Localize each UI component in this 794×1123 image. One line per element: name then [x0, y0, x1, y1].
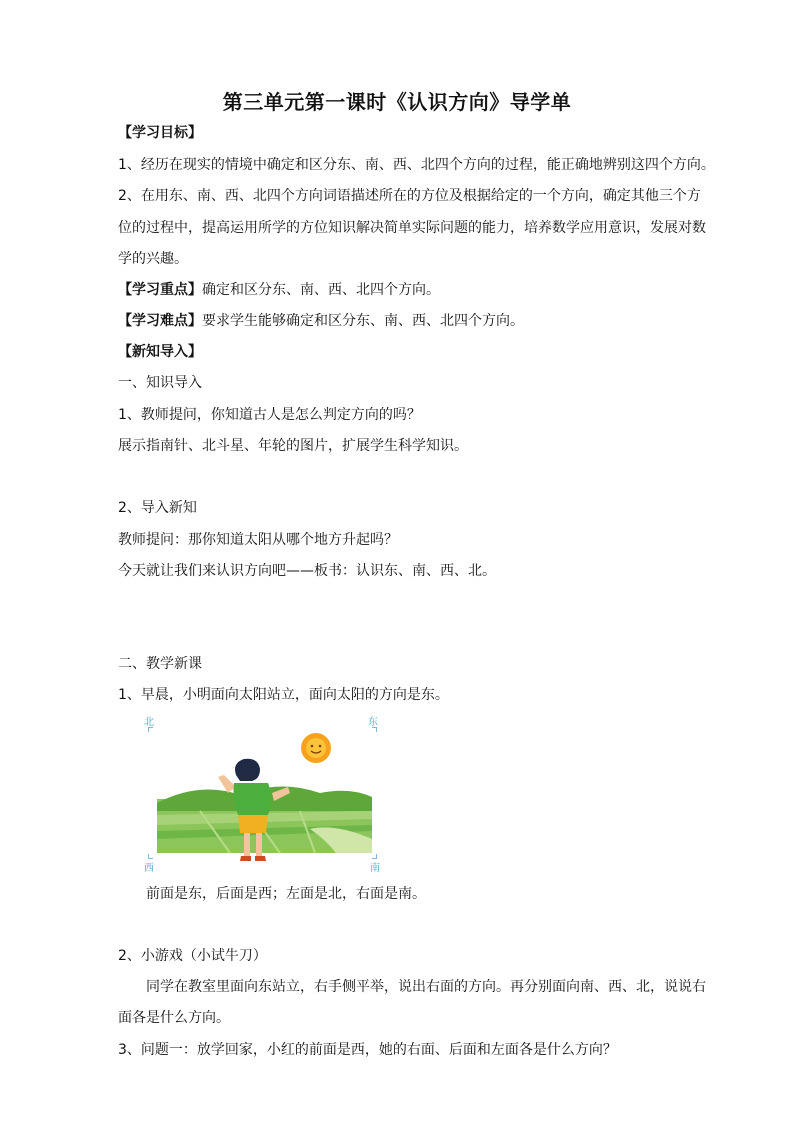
- direction-illustration: [140, 711, 385, 873]
- section-1-heading: 一、知识导入: [118, 375, 202, 391]
- intro-question-1-detail: 展示指南针、北斗星、年轮的图片，扩展学生科学知识。: [118, 438, 468, 454]
- intro-question-1: 1、教师提问，你知道古人是怎么判定方向的吗？: [118, 407, 421, 423]
- intro-question-2: 2、导入新知: [118, 500, 197, 516]
- page-title: 第三单元第一课时《认识方向》导学单: [222, 90, 572, 114]
- west-label: 西: [144, 863, 154, 874]
- intro-question-2-ask: 教师提问：那你知道太阳从哪个地方升起吗？: [118, 532, 398, 548]
- new-lesson-item-3: 3、问题一：放学回家，小红的前面是西，她的右面、后面和左面各是什么方向？: [118, 1042, 617, 1058]
- intro-heading: 【新知导入】: [118, 344, 202, 360]
- difficult-point: [118, 312, 524, 330]
- section-2-heading: 二、教学新课: [118, 656, 202, 672]
- north-label: 北: [144, 717, 154, 728]
- intro-question-2-board: 今天就让我们来认识方向吧——板书：认识东、南、西、北。: [118, 563, 496, 579]
- new-lesson-item-1: 1、早晨，小明面向太阳站立，面向太阳的方向是东。: [118, 687, 449, 703]
- sun-icon: [301, 733, 331, 763]
- difficult-point-label: 【学习难点】: [118, 313, 202, 329]
- difficult-point-text: 要求学生能够确定和区分东、南、西、北四个方向。: [202, 313, 524, 329]
- new-lesson-item-2: 2、小游戏（小试牛刀）: [118, 948, 267, 964]
- scene-svg: [140, 711, 385, 873]
- goal-2-line-3: 学的兴趣。: [118, 251, 188, 267]
- key-point-label: 【学习重点】: [118, 282, 202, 298]
- goal-2-line-2: 位的过程中，提高运用所学的方位知识解决简单实际问题的能力，培养数学应用意识，发展对数: [118, 220, 706, 236]
- learning-goals-heading: 【学习目标】: [118, 125, 202, 141]
- key-point-text: 确定和区分东、南、西、北四个方向。: [202, 282, 440, 298]
- south-label: 南: [370, 863, 380, 874]
- game-instruction-line-1: 同学在教室里面向东站立，右手侧平举，说出右面的方向。再分别面向南、西、北，说说右: [146, 979, 706, 995]
- figure-caption: 前面是东，后面是西；左面是北，右面是南。: [146, 886, 426, 902]
- east-label: 东: [368, 717, 378, 728]
- goal-1: 1、经历在现实的情境中确定和区分东、南、西、北四个方向的过程，能正确地辨别这四个方向。: [118, 157, 715, 173]
- game-instruction-line-2: 面各是什么方向。: [118, 1010, 230, 1026]
- goal-2-line-1: 2、在用东、南、西、北四个方向词语描述所在的方位及根据给定的一个方向，确定其他三个方: [118, 188, 701, 204]
- key-point: [118, 281, 440, 299]
